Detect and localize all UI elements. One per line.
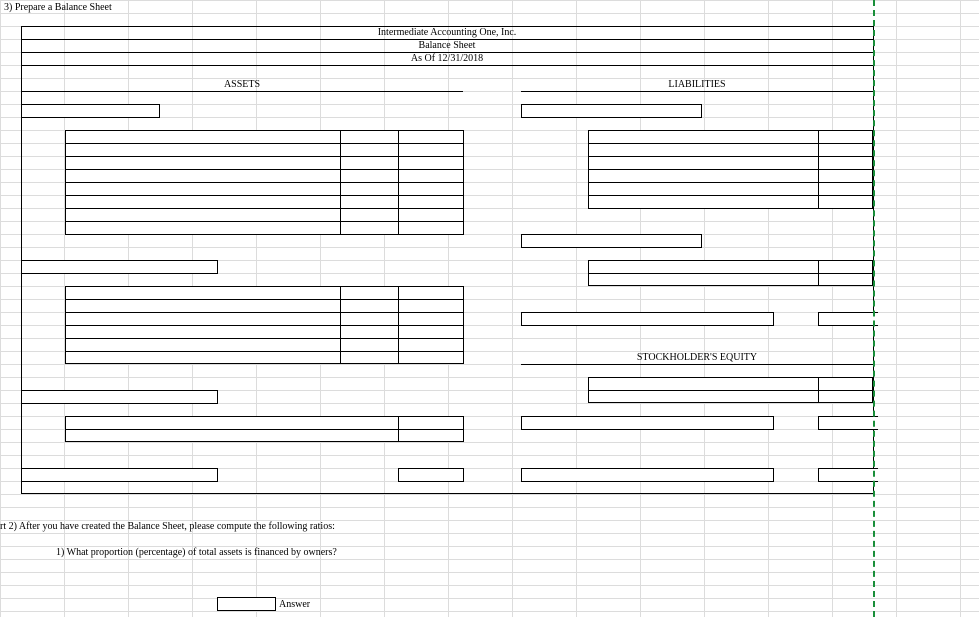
- current-assets-row-line: [65, 208, 464, 209]
- header-line-4: [21, 65, 873, 66]
- current-assets-row-line: [65, 195, 464, 196]
- current-liabilities-row-line: [588, 169, 873, 170]
- statement-date: As Of 12/31/2018: [410, 53, 484, 64]
- liabilities-header-underline: [521, 91, 873, 92]
- equity-header: STOCKHOLDER'S EQUITY: [636, 352, 758, 363]
- current-liabilities-row-line: [588, 143, 873, 144]
- current-assets-row-line: [65, 182, 464, 183]
- part2-intro: rt 2) After you have created the Balance Sheet, please compute the following ratios:: [0, 521, 335, 532]
- long-term-assets-row-line: [65, 312, 464, 313]
- current-liabilities-label-cell[interactable]: [521, 104, 702, 118]
- long-term-assets-label-cell[interactable]: [21, 260, 218, 274]
- long-term-liabilities-row-line: [588, 273, 873, 274]
- part2-question-1: 1) What proportion (percentage) of total assets is financed by owners?: [56, 547, 337, 558]
- sheet-frame-bottom: [21, 493, 873, 494]
- total-liabilities-equity-label-cell[interactable]: [521, 468, 774, 482]
- answer-label: Answer: [279, 599, 311, 610]
- current-assets-row-line: [65, 169, 464, 170]
- assets-header: ASSETS: [223, 79, 261, 90]
- section-title: 3) Prepare a Balance Sheet: [4, 2, 112, 13]
- total-assets-label-cell[interactable]: [21, 468, 218, 482]
- liabilities-header: LIABILITIES: [668, 79, 726, 90]
- other-assets-label-cell[interactable]: [21, 390, 218, 404]
- current-assets-row-line: [65, 221, 464, 222]
- total-liabilities-equity-value-cell[interactable]: [818, 468, 878, 482]
- long-term-liabilities-label-cell[interactable]: [521, 234, 702, 248]
- statement-title: Balance Sheet: [418, 40, 476, 51]
- current-liabilities-row-line: [588, 156, 873, 157]
- company-name: Intermediate Accounting One, Inc.: [377, 27, 517, 38]
- other-assets-row-line: [65, 429, 464, 430]
- current-assets-label-cell[interactable]: [21, 104, 160, 118]
- current-liabilities-row-line: [588, 195, 873, 196]
- current-liabilities-row-line: [588, 182, 873, 183]
- equity-row-line: [588, 390, 873, 391]
- assets-header-underline: [21, 91, 463, 92]
- long-term-assets-row-line: [65, 325, 464, 326]
- total-liabilities-value-cell[interactable]: [818, 312, 878, 326]
- long-term-assets-row-line: [65, 351, 464, 352]
- total-equity-value-cell[interactable]: [818, 416, 878, 430]
- total-assets-value-cell[interactable]: [398, 468, 464, 482]
- total-liabilities-label-cell[interactable]: [521, 312, 774, 326]
- answer-cell[interactable]: [217, 597, 276, 611]
- page-break-line: [873, 0, 875, 617]
- current-assets-row-line: [65, 143, 464, 144]
- total-equity-label-cell[interactable]: [521, 416, 774, 430]
- long-term-assets-row-line: [65, 338, 464, 339]
- long-term-assets-row-line: [65, 299, 464, 300]
- current-assets-row-line: [65, 156, 464, 157]
- equity-header-underline: [521, 364, 873, 365]
